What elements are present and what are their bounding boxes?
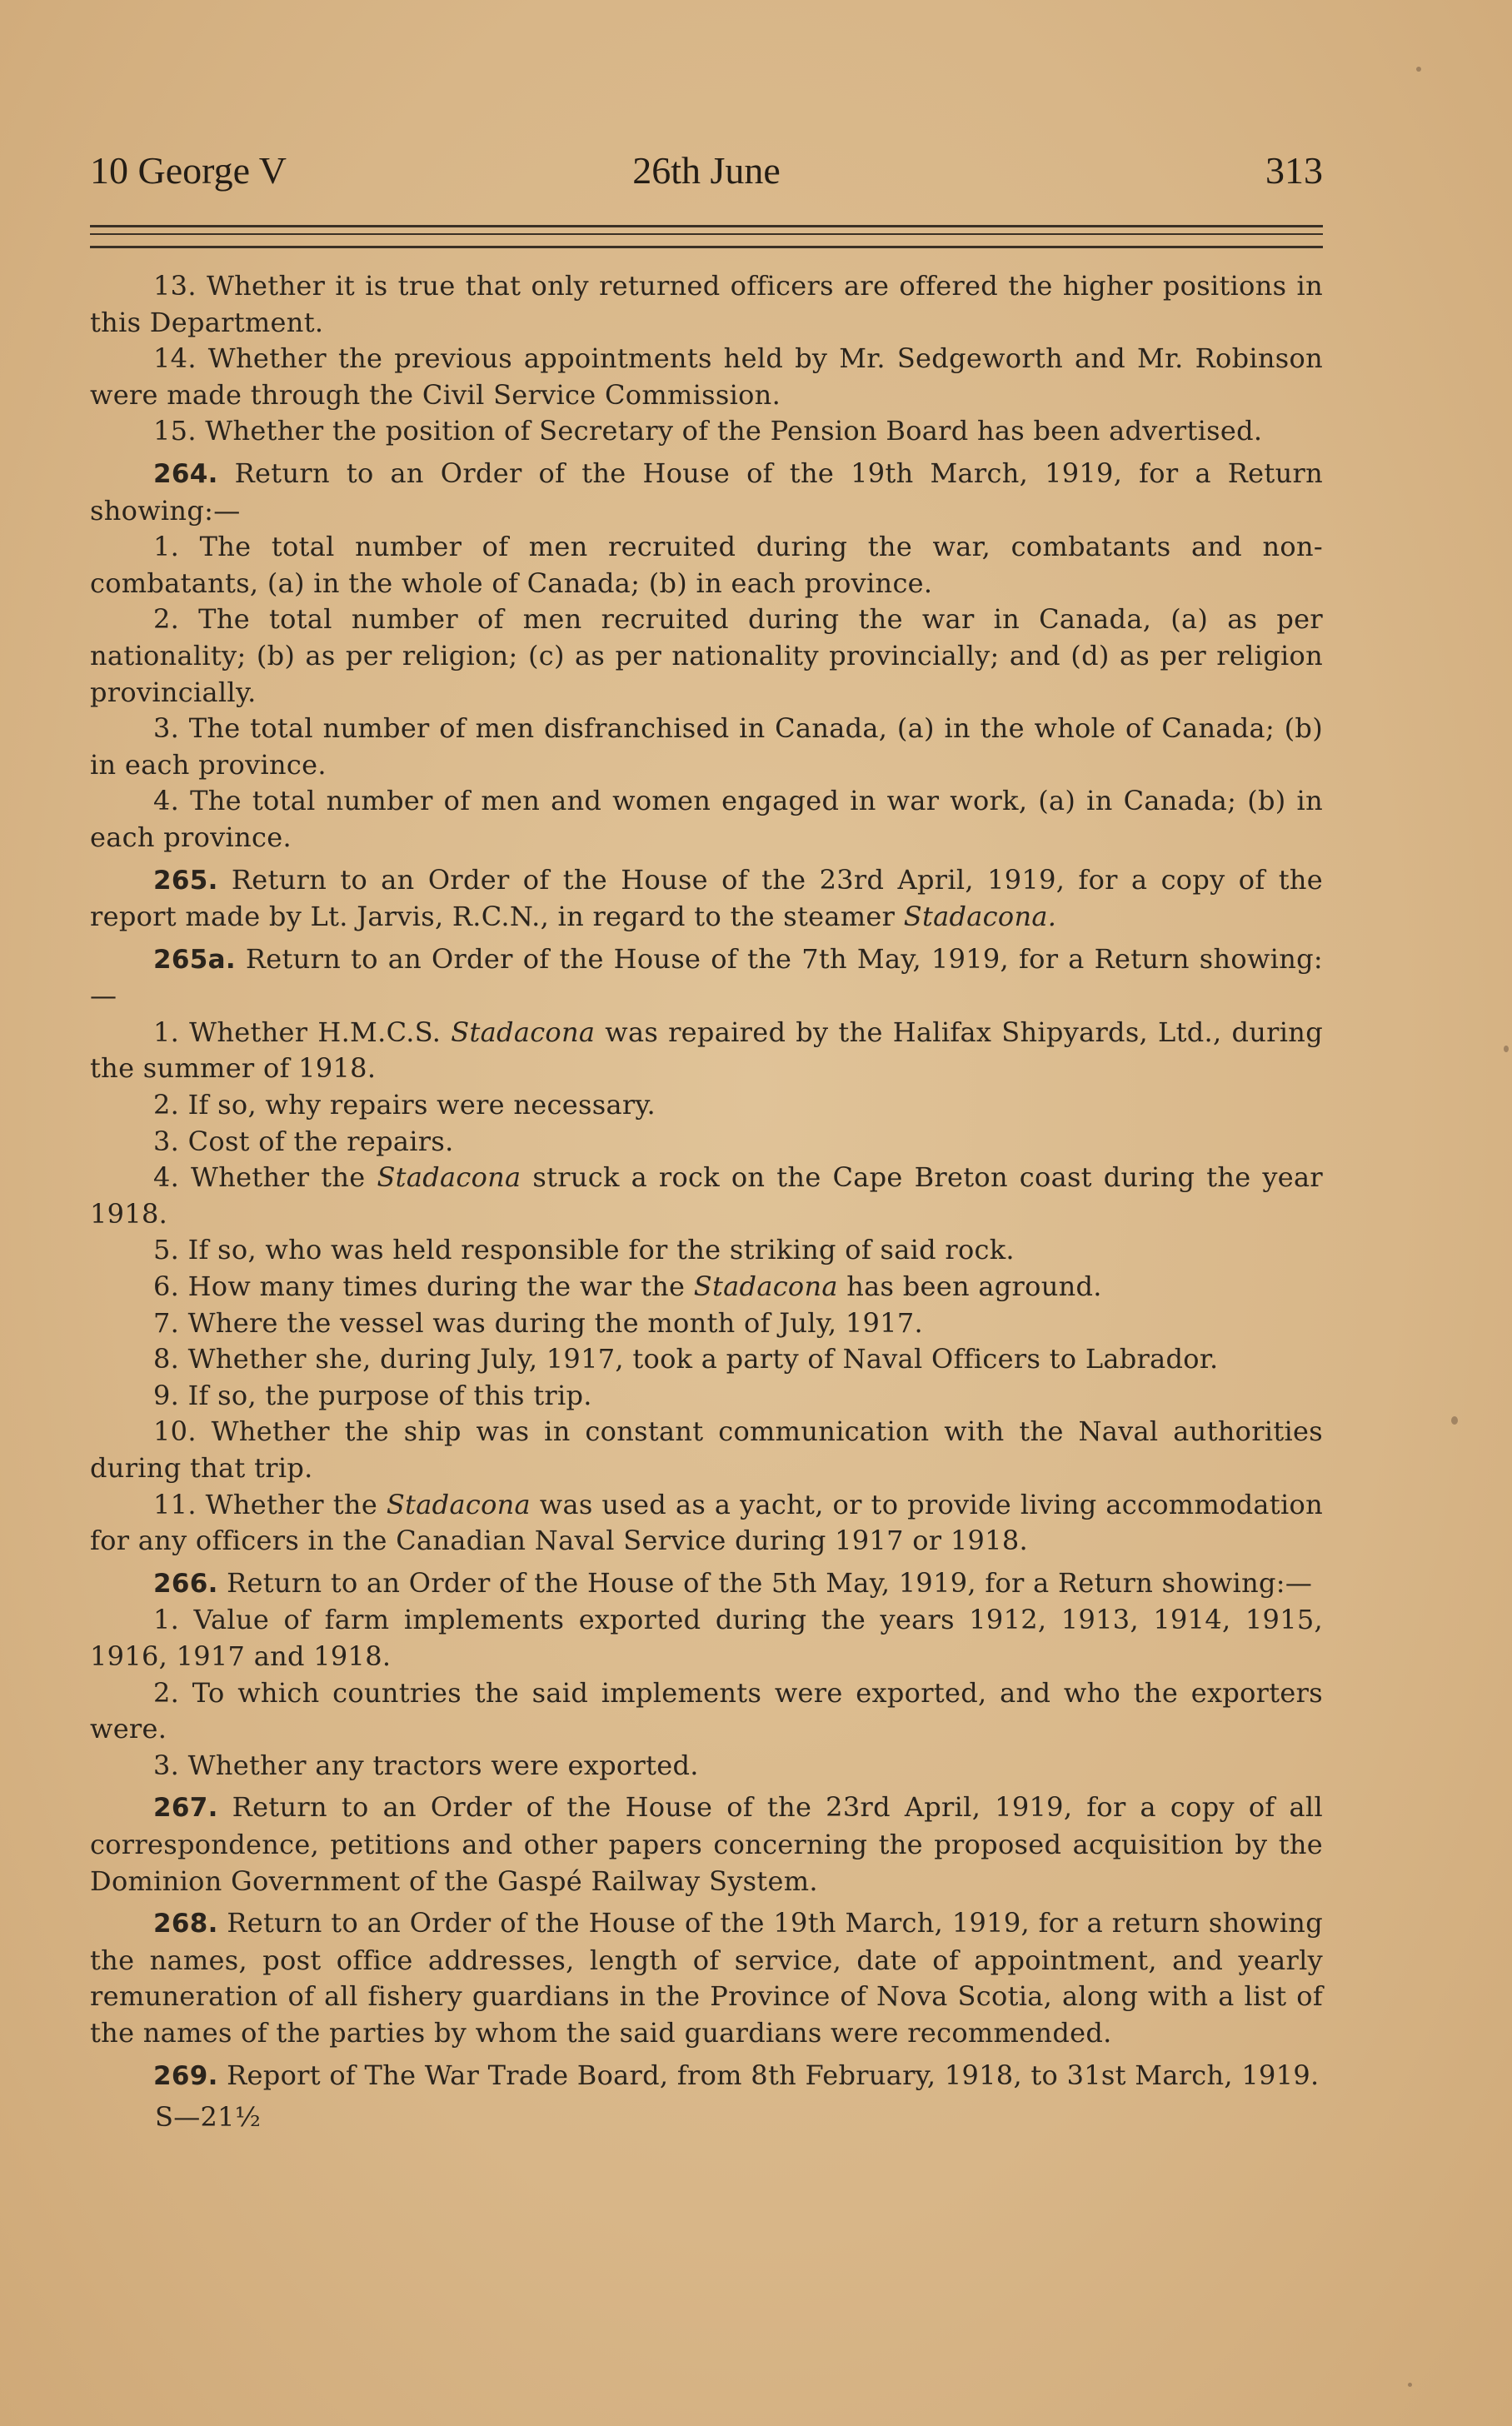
item-text: 6. How many times during the war the [153,1270,694,1303]
section-268 [90,1905,1323,2051]
page-header [90,148,1323,198]
section-265a-item-10: 10. Whether the ship was in constant communication with the Naval authorities during that trip. [90,1415,1323,1484]
section-text: Report of The War Trade Board, from 8th February, 1918, to 31st March, 1919. [217,2059,1320,2091]
item-text: 11. Whether the [153,1488,387,1520]
section-number: 265. [153,865,218,896]
header-date: 26th June [632,149,781,192]
section-267 [90,1790,1323,1899]
section-264-item-3: 3. The total number of men disfranchised in Canada, (a) in the whole of Canada; (b) in each province. [90,712,1323,781]
page-number: 313 [1265,149,1323,192]
section-264 [90,456,1323,529]
section-text: Return to an Order of the House of the 19th March, 1919, for a Return showing:— [90,457,1323,527]
section-266-item-1: 1. Value of farm implements exported during the years 1912, 1913, 1914, 1915, 1916, 1917 and 1918. [90,1604,1323,1672]
section-265a-item-5: 5. If so, who was held responsible for the striking of said rock. [153,1234,1015,1266]
item-text: was used as a yacht, or to provide living accommodation for any officers in the Canadian Naval Service during 1917 or 1918. [90,1488,1323,1557]
paper-speck [1451,1416,1458,1425]
item-text: struck a rock on the Cape Breton coast during the year 1918. [90,1161,1324,1230]
document-body [90,268,1323,2136]
section-265a-item-6 [90,1269,1323,1305]
paper-speck [1416,67,1421,72]
header-regnal-year: 10 George V [90,149,287,192]
item-text: was repaired by the Halifax Shipyards, Ltd., during the summer of 1918. [90,1016,1323,1085]
section-266-item-2: 2. To which countries the said implements were exported, and who the exporters were. [90,1676,1323,1745]
section-269 [90,2058,1323,2095]
signature-mark: S—21½ [155,2101,262,2134]
item-text: 1. Whether H.M.C.S. [153,1016,452,1048]
item-15: 15. Whether the position of Secretary of the Pension Board has been advertised. [153,415,1263,447]
section-264-item-4: 4. The total number of men and women engaged in war work, (a) in Canada; (b) in each province. [90,785,1323,853]
section-265 [90,862,1323,936]
section-text: Return to an Order of the House of the 7th May, 1919, for a Return showing:— [90,942,1323,1012]
section-number: 267. [153,1793,218,1824]
section-265a-item-1 [90,1015,1323,1087]
section-265a-item-11 [90,1487,1323,1560]
header-rule [90,225,1323,248]
ship-name: Stadacona [386,1488,531,1520]
section-number: 269. [153,2060,218,2091]
section-number: 264. [153,458,218,489]
section-266 [90,1565,1323,1603]
section-text: Return to an Order of the House of the 23rd April, 1919, for a copy of all correspondence, petitions and other papers concerning the proposed acquisition by the Dominion Government of the Gaspé Railway System. [90,1791,1323,1897]
section-264-item-2: 2. The total number of men recruited during the war in Canada, (a) as per nationality; (b) as per religion; (c) as per nationality provincially; and (d) as per religion provincially. [90,603,1323,708]
ship-name: Stadacona [377,1161,521,1194]
section-266-item-3: 3. Whether any tractors were exported. [153,1749,699,1781]
section-text: Return to an Order of the House of the 5th May, 1919, for a Return showing:— [217,1566,1313,1599]
section-265a-item-8: 8. Whether she, during July, 1917, took a party of Naval Officers to Labrador. [153,1343,1219,1375]
section-265a-item-2: 2. If so, why repairs were necessary. [153,1089,656,1121]
section-265a-item-7: 7. Where the vessel was during the month of July, 1917. [153,1306,923,1339]
paper-speck [1504,1046,1509,1052]
paper-speck [1408,2383,1412,2387]
section-264-item-1: 1. The total number of men recruited during the war, combatants and non-combatants, (a) in the whole of Canada; (b) in each province. [90,531,1323,599]
ship-name: Stadacona [693,1270,838,1303]
item-14: 14. Whether the previous appointments held by Mr. Sedgeworth and Mr. Robinson were made through the Civil Service Commission. [90,342,1323,411]
item-13: 13. Whether it is true that only returned officers are offered the higher positions in this Department. [90,270,1323,338]
ship-name: Stadacona [451,1016,596,1048]
section-265a-item-4 [90,1160,1323,1232]
item-text: 4. Whether the [153,1161,377,1194]
section-265a-item-9: 9. If so, the purpose of this trip. [153,1379,592,1411]
ship-name: Stadacona. [903,901,1057,933]
section-text: Return to an Order of the House of the 19th March, 1919, for a return showing the names, post office addresses, length of service, date of appointment, and yearly remuneration of all fishery guardians in the Province of Nova Scotia, along with a list of the names of the parties by whom the said guardians were recommended. [90,1907,1323,2049]
section-number: 266. [153,1568,218,1599]
section-265a [90,941,1323,1015]
section-number: 268. [153,1909,218,1939]
section-265a-item-3: 3. Cost of the repairs. [153,1125,454,1157]
section-text: Return to an Order of the House of the 23rd April, 1919, for a copy of the report made by Lt. Jarvis, R.C.N., in regard to the steamer [90,863,1323,933]
section-number: 265a. [153,944,236,975]
item-text: has been aground. [837,1270,1102,1303]
